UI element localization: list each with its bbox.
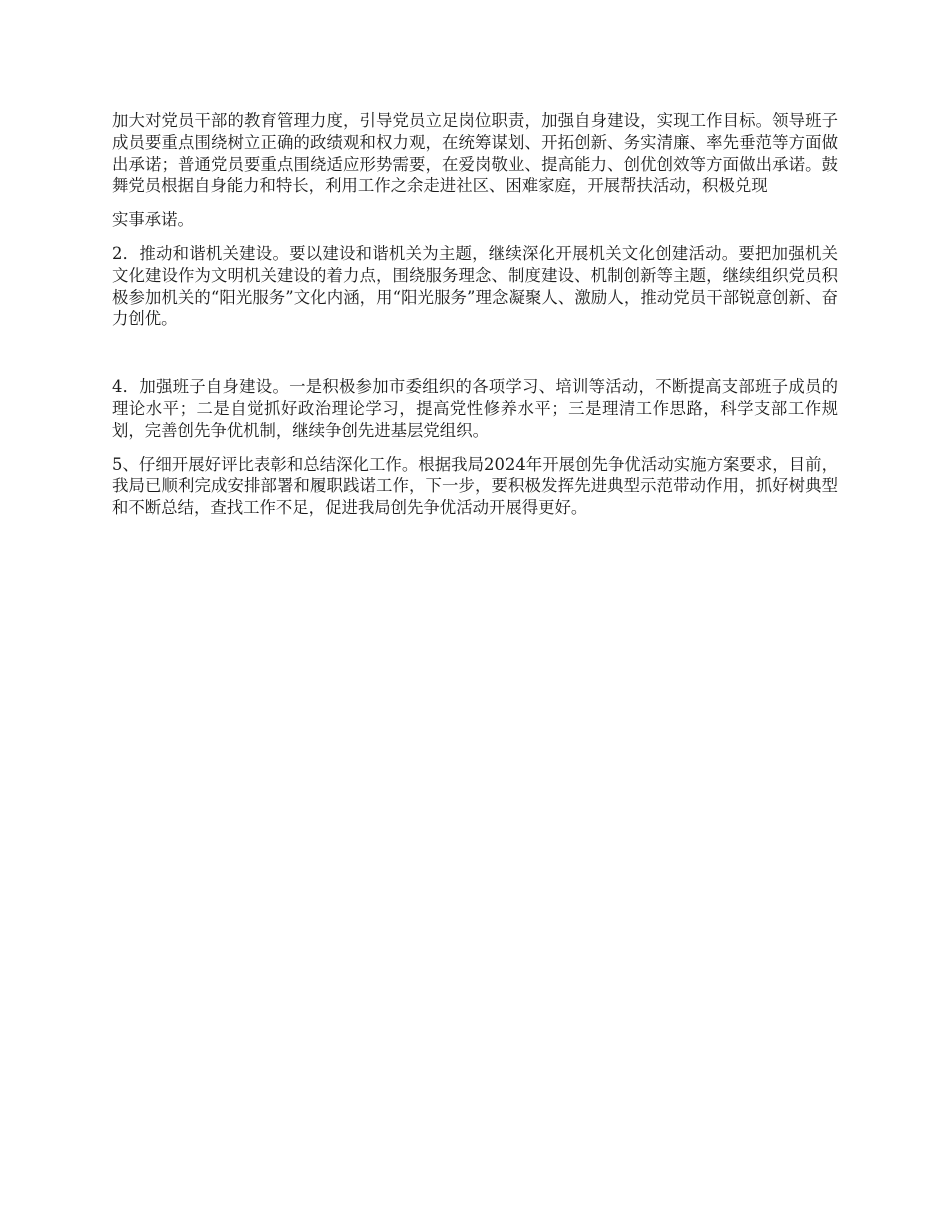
paragraph-evaluation-summary: 5、仔细开展好评比表彰和总结深化工作。根据我局2024年开展创先争优活动实施方案要求，目前，我局已顺利完成安排部署和履职践诺工作，下一步，要积极发挥先进典型示范带动作用，抓好树典型和不断总结，查找工作不足，促进我局创先争优活动开展得更好。: [112, 454, 838, 518]
document-body: [112, 110, 838, 531]
paragraph-team-building: 4．加强班子自身建设。一是积极参加市委组织的各项学习、培训等活动，不断提高支部班子成员的理论水平；二是自觉抓好政治理论学习，提高党性修养水平；三是理清工作思路，科学支部工作规划，完善创先争优机制，继续争创先进基层党组织。: [112, 377, 838, 440]
paragraph-harmonious-organ: 2．推动和谐机关建设。要以建设和谐机关为主题，继续深化开展机关文化创建活动。要把加强机关文化建设作为文明机关建设的着力点，围绕服务理念、制度建设、机制创新等主题，继续组织党员积极参加机关的“阳光服务”文化内涵，用“阳光服务”理念凝聚人、激励人，推动党员干部锐意创新、奋力创优。: [112, 243, 838, 329]
paragraph-commitment-continuation: 实事承诺。: [112, 210, 194, 230]
paragraph-party-education: 加大对党员干部的教育管理力度，引导党员立足岗位职责，加强自身建设，实现工作目标。领导班子成员要重点围绕树立正确的政绩观和权力观，在统筹谋划、开拓创新、务实清廉、率先垂范等方面做出承诺；普通党员要重点围绕适应形势需要，在爱岗敬业、提高能力、创优创效等方面做出承诺。鼓舞党员根据自身能力和特长，利用工作之余走进社区、困难家庭，开展帮扶活动，积极兑现: [112, 111, 838, 196]
paragraph-gap: [112, 342, 838, 376]
